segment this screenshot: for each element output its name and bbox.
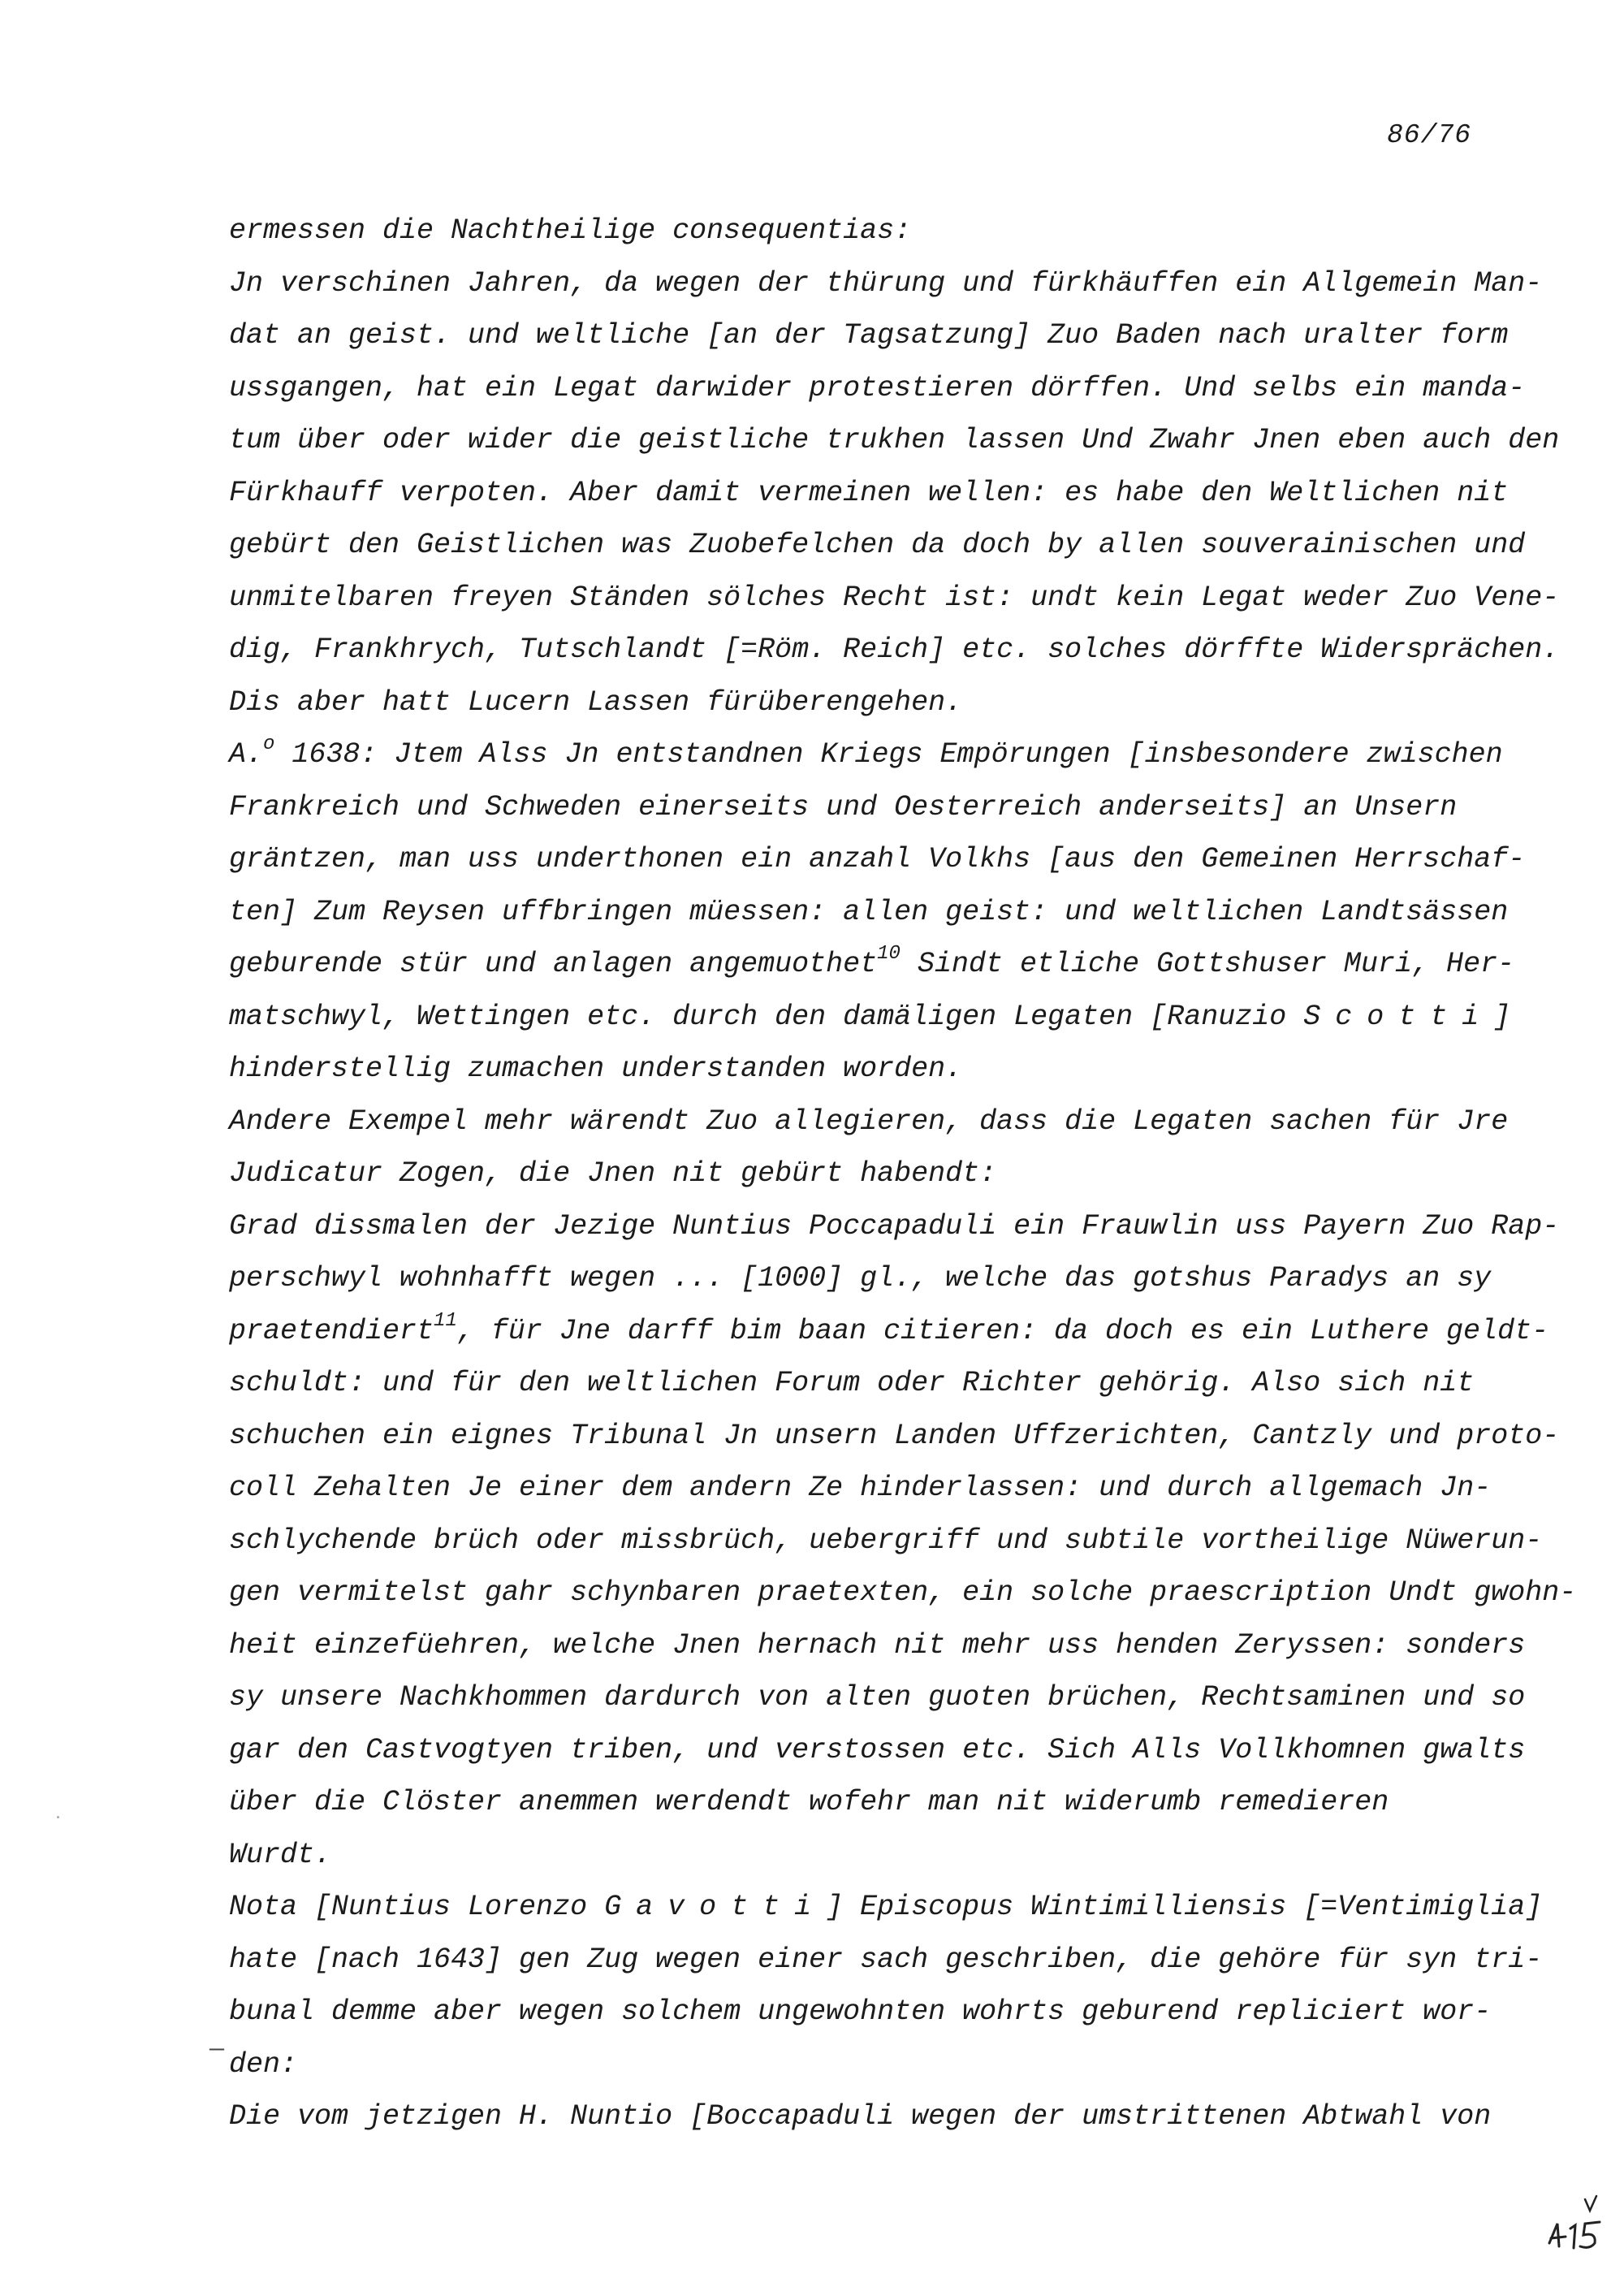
text-line: dat an geist. und weltliche [an der Tagsatzung] Zuo Baden nach uralter form [229,319,1509,352]
text-line-scotti [229,991,1561,1044]
text-line: bunal demme aber wegen solchem ungewohnten wohrts geburend repliciert wor- [229,1995,1492,2028]
text-line: den: [229,2047,298,2081]
text-before: matschwyl, Wettingen etc. durch den damäligen Legaten [Ranuzio [229,1000,1304,1033]
text-line: Andere Exempel mehr wärendt Zuo allegieren, dass die Legaten sachen für Jre [229,1105,1509,1138]
text-line-1638 [229,728,1561,781]
text-line: tum über oder wider die geistliche trukhen lassen Und Zwahr Jnen eben auch den [229,424,1560,456]
handwritten-folio-number [1543,2193,1608,2266]
page-reference: 86/76 [1387,120,1472,150]
text-line: dig, Frankhrych, Tutschlandt [=Röm. Reich] etc. solches dörffte Widersprächen. [229,633,1560,666]
text-line: ermessen die Nachtheilige consequentias: [229,214,912,247]
folio-handwriting-icon [1543,2193,1608,2266]
text-before: praetendiert [229,1314,434,1347]
text-line: Grad dissmalen der Jezige Nuntius Poccapaduli ein Frauwlin uss Payern Zuo Rap- [229,1209,1560,1243]
text-line: heit einzefüehren, welche Jnen hernach nit mehr uss henden Zeryssen: sonders [229,1628,1526,1662]
footnote-marker: 11 [434,1309,457,1332]
text-line: hate [nach 1643] gen Zug wegen einer sach geschriben, die gehöre für syn tri- [229,1943,1543,1976]
text-line: Frankreich und Schweden einerseits und Oesterreich anderseits] an Unsern [229,790,1458,824]
margin-dash-mark: — [209,2036,225,2064]
text-line-footnote-10 [229,938,1561,991]
text-line: unmitelbaren freyen Ständen sölches Recht ist: undt kein Legat weder Zuo Vene- [229,581,1560,614]
text-after: Sindt etliche Gottshuser Muri, Her- [900,948,1515,980]
text-line: ten] Zum Reysen uffbringen müessen: allen geist: und weltlichen Landtsässen [229,895,1509,928]
text-line: ussgangen, hat ein Legat darwider protestieren dörffen. Und selbs ein manda- [229,371,1526,404]
text-line: Judicatur Zogen, die Jnen nit gebürt habendt: [229,1157,997,1190]
footnote-marker: 10 [877,943,901,965]
text-line: schlychende brüch oder missbrüch, uebergriff und subtile vortheilige Nüwerun- [229,1524,1543,1557]
text-after: ] [1493,1000,1511,1033]
text-line: coll Zehalten Je einer dem andern Ze hinderlassen: und durch allgemach Jn- [229,1472,1492,1504]
text-line: hinderstellig zumachen understanden worden. [229,1053,963,1085]
spaced-name: Gavotti [604,1891,827,1923]
text-line: gebürt den Geistlichen was Zuobefelchen da doch by allen souverainischen und [229,529,1526,561]
text-line: Wurdt. [229,1838,332,1871]
spaced-name: Scotti [1303,1000,1494,1033]
body-text [229,205,1577,2143]
text-line: gar den Castvogtyen triben, und verstossen etc. Sich Alls Vollkhomnen gwalts [229,1733,1526,1766]
text-line: sy unsere Nachkhommen dardurch von alten guoten brüchen, Rechtsaminen und so [229,1681,1526,1714]
text-line: Fürkhauff verpoten. Aber damit vermeinen wellen: es habe den Weltlichen nit [229,476,1509,509]
text-after: ] Episcopus Wintimilliensis [=Ventimiglia] [826,1891,1543,1923]
text-line-gavotti [229,1881,1561,1934]
text-line: gräntzen, man uss underthonen ein anzahl Volkhs [aus den Gemeinen Herrschaf- [229,843,1526,875]
text-after: , für Jne darff bim baan citieren: da doch es ein Luthere geldt- [456,1314,1549,1347]
text-line: über die Clöster anemmen werdendt wofehr man nit widerumb remedieren [229,1786,1389,1818]
margin-dot [57,1816,59,1818]
text-line: Jn verschinen Jahren, da wegen der thürung und fürkhäuffen ein Allgemein Man- [229,266,1543,300]
text-line: Dis aber hatt Lucern Lassen fürüberengehen. [229,685,963,719]
text-before: Nota [Nuntius Lorenzo [229,1891,605,1923]
text-line: perschwyl wohnhafft wegen ... [1000] gl., welche das gotshus Paradys an sy [229,1262,1492,1295]
superscript: o [263,733,275,755]
text-before: geburende stür und anlagen angemuothet [229,948,878,980]
text-line: schuchen ein eignes Tribunal Jn unsern Landen Uffzerichten, Cantzly und proto- [229,1419,1560,1452]
anno-prefix: A. [229,738,264,771]
anno-text: 1638: Jtem Alss Jn entstandnen Kriegs Empörungen [insbesondere zwischen [274,738,1503,771]
text-line: schuldt: und für den weltlichen Forum oder Richter gehörig. Also sich nit [229,1367,1475,1399]
text-line: Die vom jetzigen H. Nuntio [Boccapaduli wegen der umstrittenen Abtwahl von [229,2100,1492,2133]
text-line: gen vermitelst gahr schynbaren praetexten, ein solche praescription Undt gwohn- [229,1576,1577,1609]
text-line-footnote-11 [229,1305,1561,1358]
